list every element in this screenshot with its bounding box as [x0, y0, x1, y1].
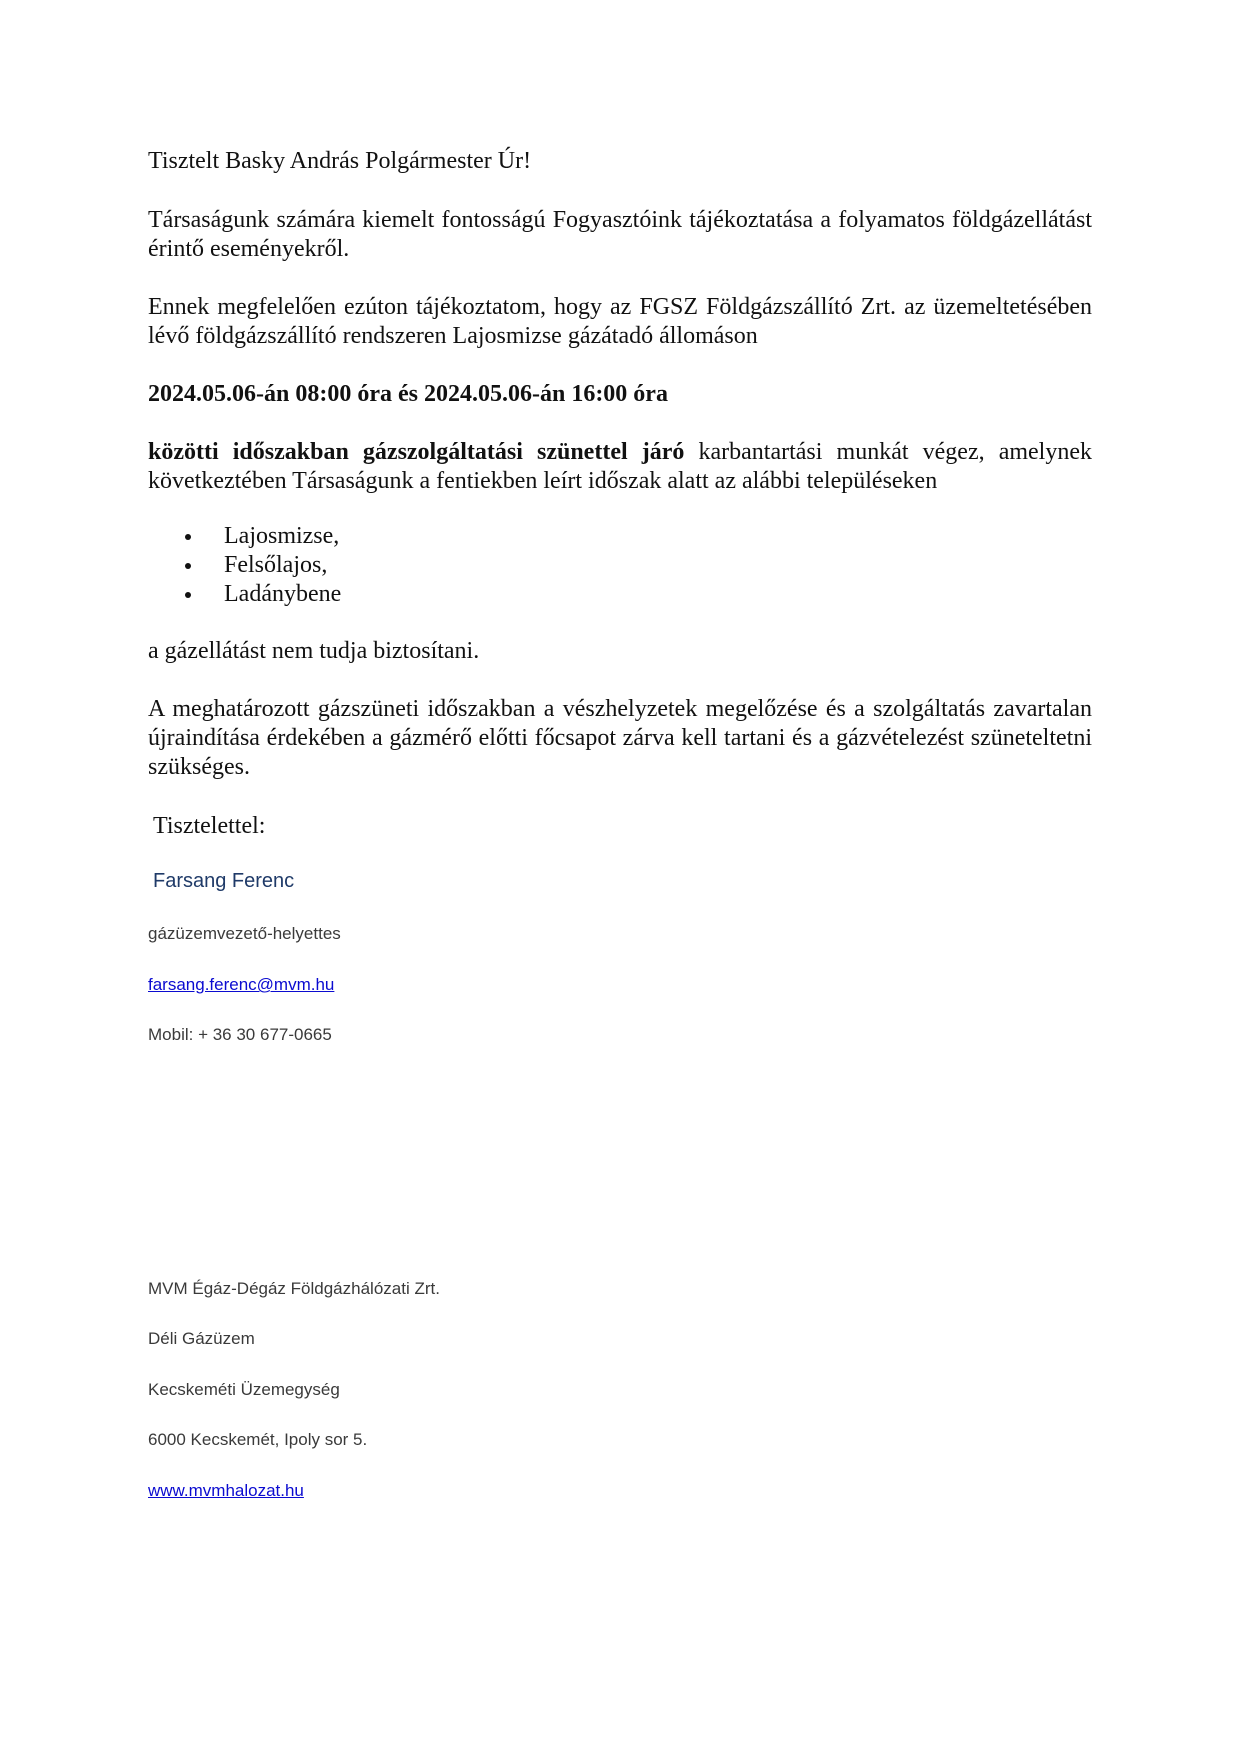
maintenance-bold-text: közötti időszakban gázszolgáltatási szünettel járó	[148, 439, 685, 465]
paragraph-notice: Ennek megfelelően ezúton tájékoztatom, hogy az FGSZ Földgázszállító Zrt. az üzemeltetésében lévő földgázszállító rendszeren Lajosmizse gázátadó állomáson	[148, 294, 1092, 349]
signature-email	[148, 974, 1092, 996]
list-item	[148, 580, 748, 609]
signature-mobile: Mobil: + 36 30 677-0665	[148, 1025, 332, 1044]
website-link[interactable]: www.mvmhalozat.hu	[148, 1481, 304, 1500]
bullet-icon	[185, 563, 191, 569]
signature-name: Farsang Ferenc	[153, 870, 295, 892]
list-item	[148, 551, 748, 580]
maintenance-rest-text: karbantartási munkát végez, amelynek következtében Társaságunk a fentiekben leírt időszak alatt az alábbi településeken	[148, 439, 1092, 494]
footer-unit: Kecskeméti Üzemegység	[148, 1380, 340, 1399]
settlement-name: Ladánybene	[224, 581, 342, 607]
salutation: Tisztelt Basky András Polgármester Úr!	[148, 148, 532, 174]
footer-company: MVM Égáz-Dégáz Földgázhálózati Zrt.	[148, 1279, 440, 1298]
footer-division: Déli Gázüzem	[148, 1329, 255, 1348]
footer-website	[148, 1480, 1092, 1502]
paragraph-no-supply: a gázellátást nem tudja biztosítani.	[148, 638, 480, 664]
bullet-icon	[185, 534, 191, 540]
signature-title: gázüzemvezető-helyettes	[148, 924, 341, 943]
outage-dates: 2024.05.06-án 08:00 óra és 2024.05.06-án 16:00 óra	[148, 381, 668, 407]
paragraph-intro: Társaságunk számára kiemelt fontosságú Fogyasztóink tájékoztatása a folyamatos földgázellátást érintő eseményekről.	[148, 207, 1092, 262]
footer-address: 6000 Kecskemét, Ipoly sor 5.	[148, 1430, 368, 1449]
list-item	[148, 522, 748, 551]
paragraph-maintenance	[148, 438, 1092, 496]
bullet-icon	[185, 592, 191, 598]
closing: Tisztelettel:	[153, 813, 266, 839]
paragraph-instructions: A meghatározott gázszüneti időszakban a vészhelyzetek megelőzése és a szolgáltatás zavartalan újraindítása érdekében a gázmérő előtti főcsapot zárva kell tartani és a gázvételezést szüneteltetni szükséges.	[148, 696, 1092, 780]
settlement-name: Lajosmizse,	[224, 523, 340, 549]
settlement-list	[148, 522, 748, 609]
settlement-name: Felsőlajos,	[224, 552, 328, 578]
email-link[interactable]: farsang.ferenc@mvm.hu	[148, 975, 335, 994]
